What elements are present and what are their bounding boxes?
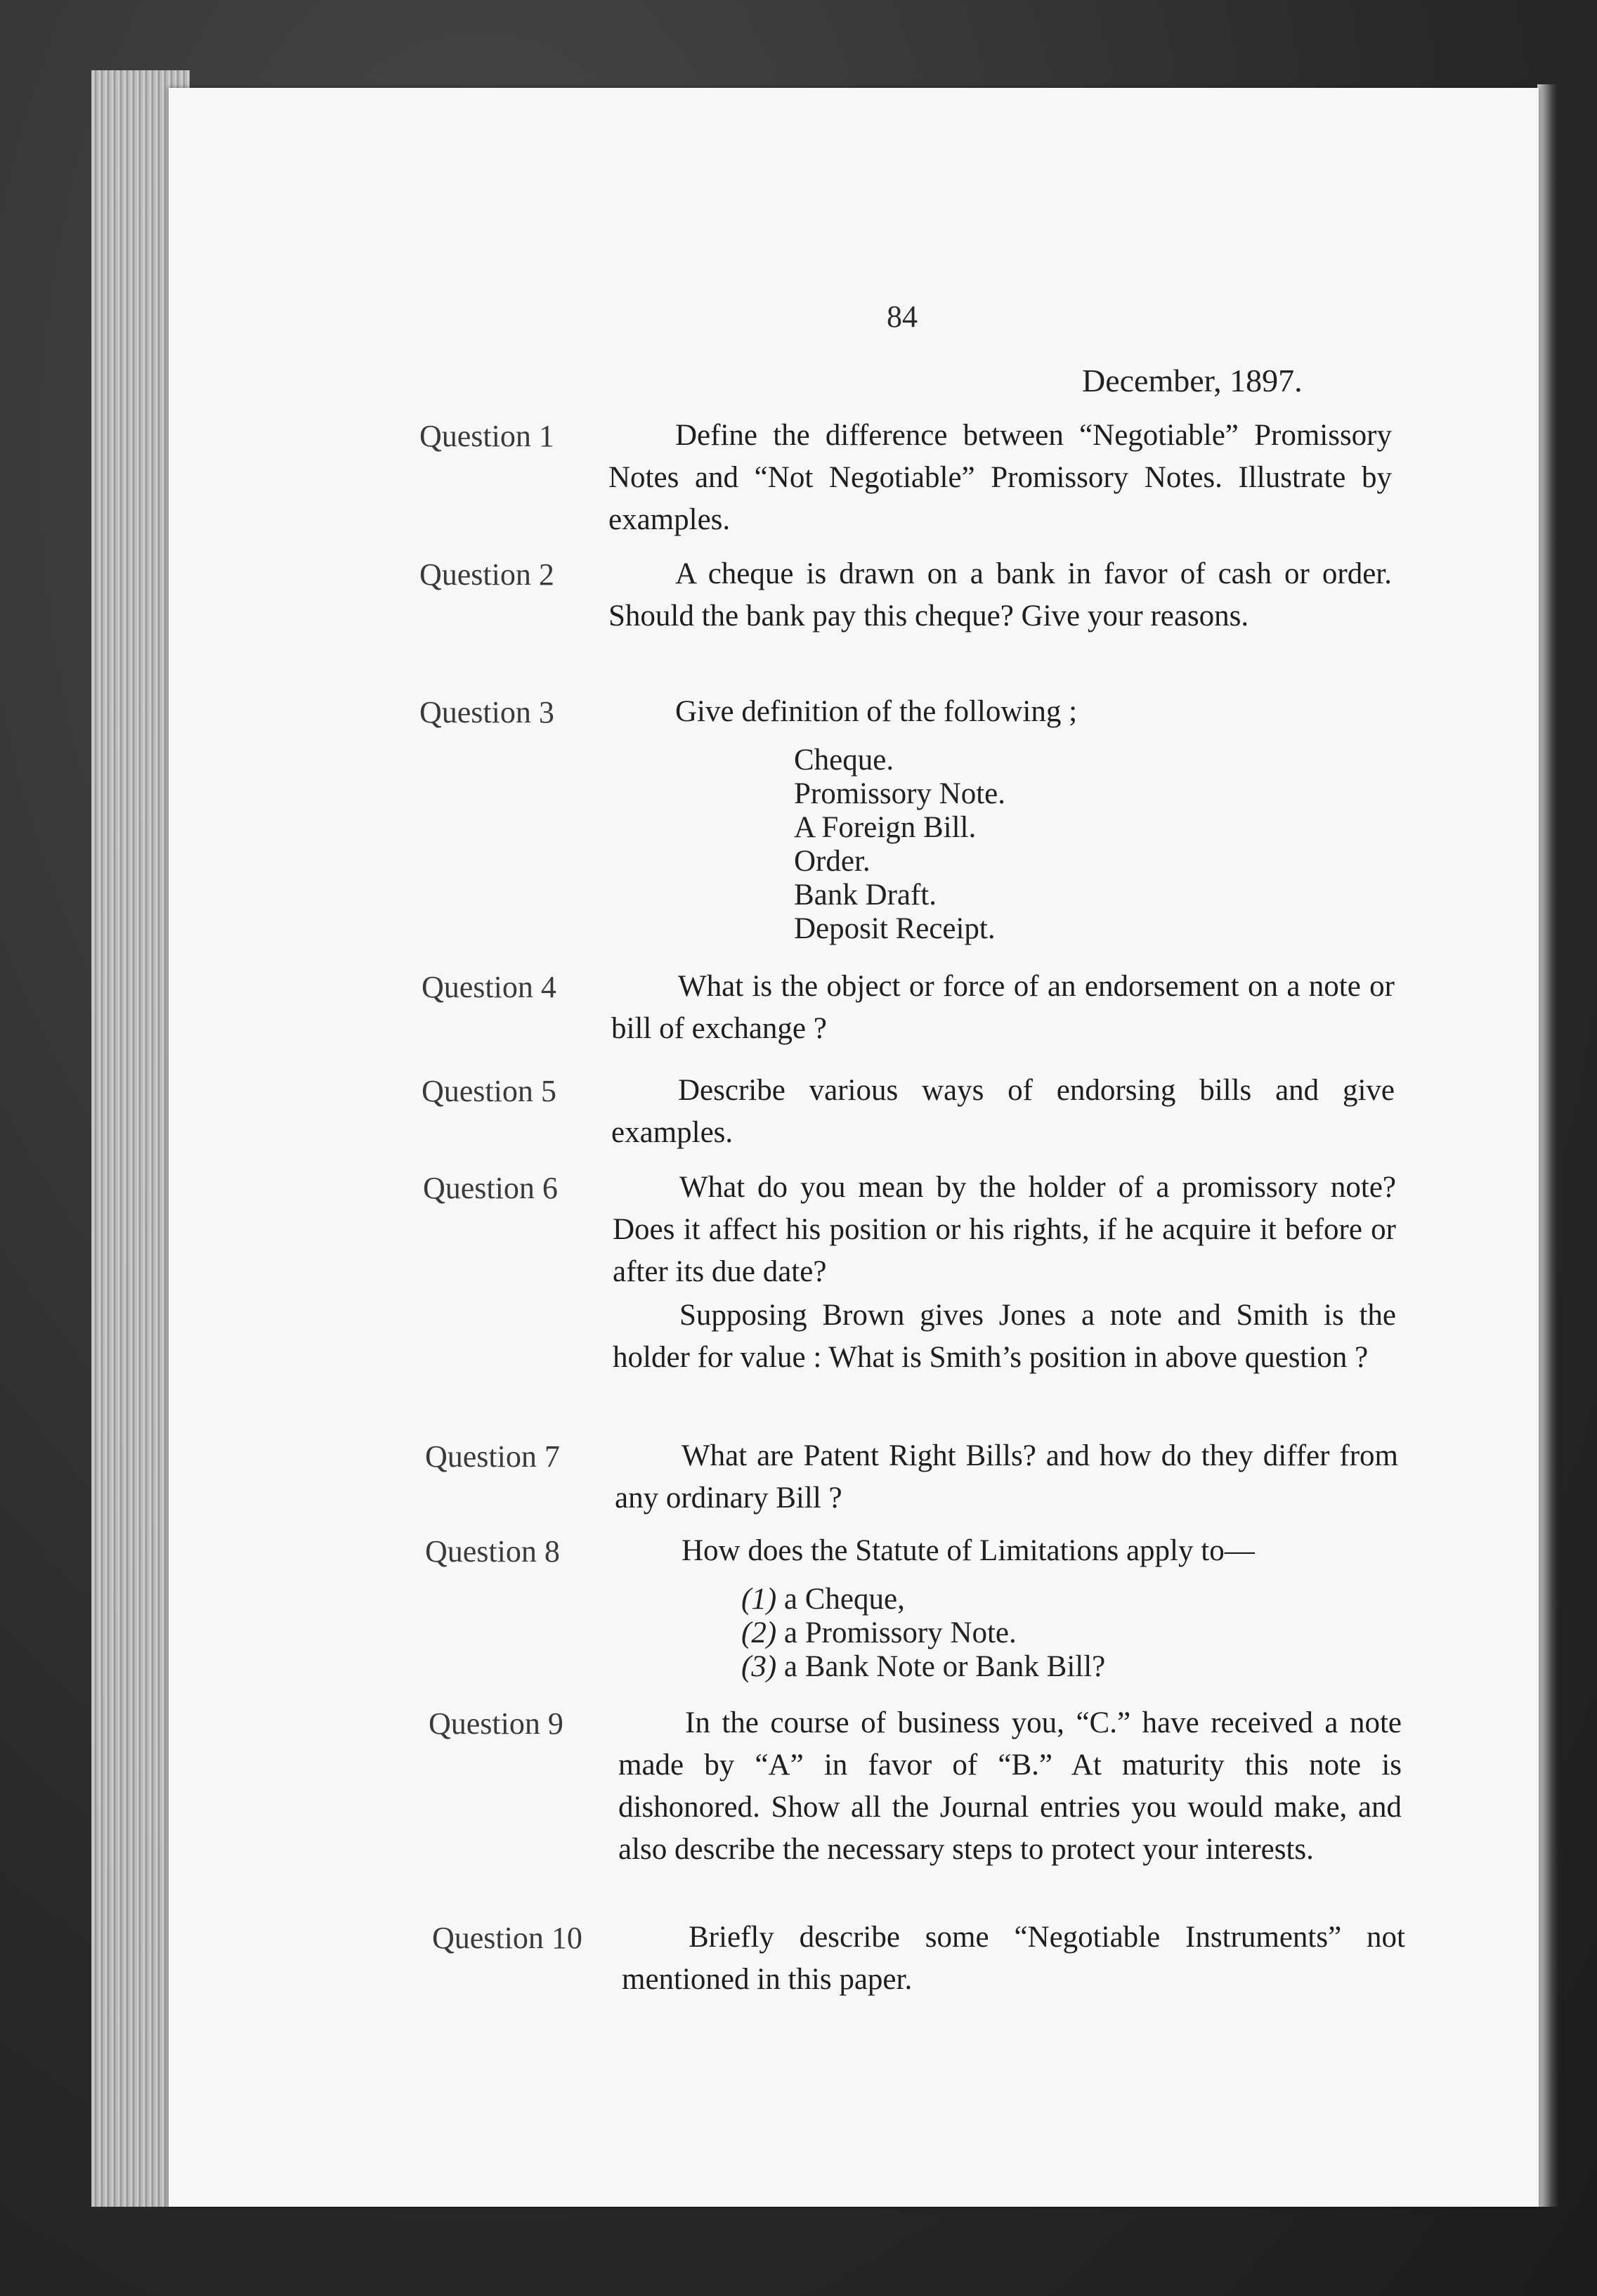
question-text-continued: Supposing Brown gives Jones a note and Smith is the holder for value : What is Smith’s position in above question ? xyxy=(613,1299,1396,1374)
page-number: 84 xyxy=(887,299,918,334)
question-label: Question 5 xyxy=(422,1074,556,1108)
list-item: Bank Draft. xyxy=(794,878,937,912)
list-item: (1) a Cheque, xyxy=(741,1583,905,1616)
question-text: A cheque is drawn on a bank in favor of cash or order. Should the bank pay this cheque? Give your reasons. xyxy=(608,557,1392,633)
question-label: Question 2 xyxy=(419,557,554,592)
exam-date: December, 1897. xyxy=(1082,363,1303,398)
question-text: What do you mean by the holder of a promissory note? Does it affect his position or his rights, if he acquire it before or after its due date? xyxy=(613,1171,1396,1288)
question-label: Question 7 xyxy=(425,1439,560,1474)
definition-list xyxy=(794,744,1005,946)
question-text: How does the Statute of Limitations apply to— xyxy=(682,1534,1255,1567)
question-text: What is the object or force of an endorsement on a note or bill of exchange ? xyxy=(611,970,1395,1045)
statute-list xyxy=(741,1583,1105,1684)
list-item: (3) a Bank Note or Bank Bill? xyxy=(741,1650,1106,1683)
question-label: Question 10 xyxy=(432,1921,582,1955)
list-item: (2) a Promissory Note. xyxy=(741,1616,1017,1649)
question-label: Question 8 xyxy=(425,1534,560,1569)
question-label: Question 4 xyxy=(422,970,556,1004)
list-item: Cheque. xyxy=(794,744,894,777)
question-text: Describe various ways of endorsing bills and give examples. xyxy=(611,1074,1395,1149)
list-item: A Foreign Bill. xyxy=(794,811,977,844)
question-text: In the course of business you, “C.” have received a note made by “A” in favor of “B.” At maturity this note is dishonored. Show all the Journal entries you would make, and also describe the necessary steps to protect your interests. xyxy=(618,1706,1402,1866)
list-item: Deposit Receipt. xyxy=(794,912,996,945)
question-label: Question 9 xyxy=(429,1706,563,1741)
question-label: Question 3 xyxy=(419,695,554,729)
question-label: Question 6 xyxy=(423,1171,558,1205)
list-item: Order. xyxy=(794,845,871,878)
question-text: Define the difference between “Negotiable” Promissory Notes and “Not Negotiable” Promissory Notes. Illustrate by examples. xyxy=(608,419,1392,536)
list-item: Promissory Note. xyxy=(794,777,1005,810)
question-label: Question 1 xyxy=(419,419,554,453)
question-text: What are Patent Right Bills? and how do they differ from any ordinary Bill ? xyxy=(615,1439,1398,1515)
question-text: Briefly describe some “Negotiable Instruments” not mentioned in this paper. xyxy=(622,1921,1405,1996)
binding-shadow xyxy=(1537,84,1558,2207)
question-text: Give definition of the following ; xyxy=(675,695,1078,728)
